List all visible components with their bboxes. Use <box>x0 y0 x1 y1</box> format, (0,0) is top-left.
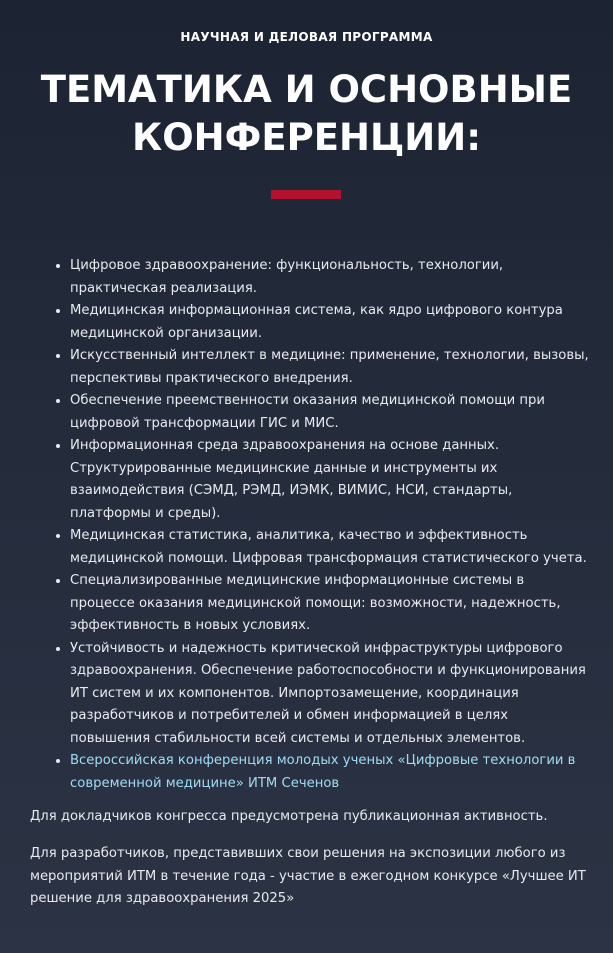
list-item: • Информационная среда здравоохранения на основе данных. Структурированные медицинские данные и инструменты их взаимодействия (СЭМД, РЭМД, ИЭМК, ВИМИС, НСИ, стандарты, платформы и среды). <box>70 435 590 525</box>
list-item: • Медицинская информационная система, как ядро цифрового контура медицинской организации. <box>70 300 590 345</box>
title-accent-divider <box>271 190 341 199</box>
list-item: • Медицинская статистика, аналитика, качество и эффективность медицинской помощи. Цифровая трансформация статистического учета. <box>70 525 590 570</box>
developers-note: Для разработчиков, представивших свои решения на экспозиции любого из мероприятий ИТМ в течение года - участие в ежегодном конкурсе «Лучшее ИТ решение для здравоохранения 2025» <box>30 846 586 906</box>
young-scientists-conference-link[interactable]: Всероссийская конференция молодых ученых «Цифровые технологии в современной медицине» ИТМ Сеченов <box>70 753 576 791</box>
page-title: ТЕМАТИКА И ОСНОВНЫЕ КОНФЕРЕНЦИИ: <box>40 68 573 159</box>
list-item: • Цифровое здравоохранение: функциональность, технологии, практическая реализация. <box>70 255 590 300</box>
list-item: • Обеспечение преемственности оказания медицинской помощи при цифровой трансформации ГИС и МИС. <box>70 390 590 435</box>
list-item: • Специализированные медицинские информационные системы в процессе оказания медицинской помощи: возможности, надежность, эффективность в новых условиях. <box>70 570 590 638</box>
section-eyebrow: НАУЧНАЯ И ДЕЛОВАЯ ПРОГРАММА <box>180 30 433 44</box>
list-item-young-scientists <box>70 750 590 795</box>
topics-list <box>30 255 590 795</box>
list-item: • Искусственный интеллект в медицине: применение, технологии, вызовы, перспективы практического внедрения. <box>70 345 590 390</box>
list-item: • Устойчивость и надежность критической инфраструктуры цифрового здравоохранения. Обеспечение работоспособности и функционирования ИТ систем и их компонентов. Импортозамещение, координация разработчиков и потребителей и обмен информацией в целях повышения стабильности всей системы и отдельных элементов. <box>70 638 590 751</box>
speakers-note: Для докладчиков конгресса предусмотрена публикационная активность. <box>30 809 548 824</box>
